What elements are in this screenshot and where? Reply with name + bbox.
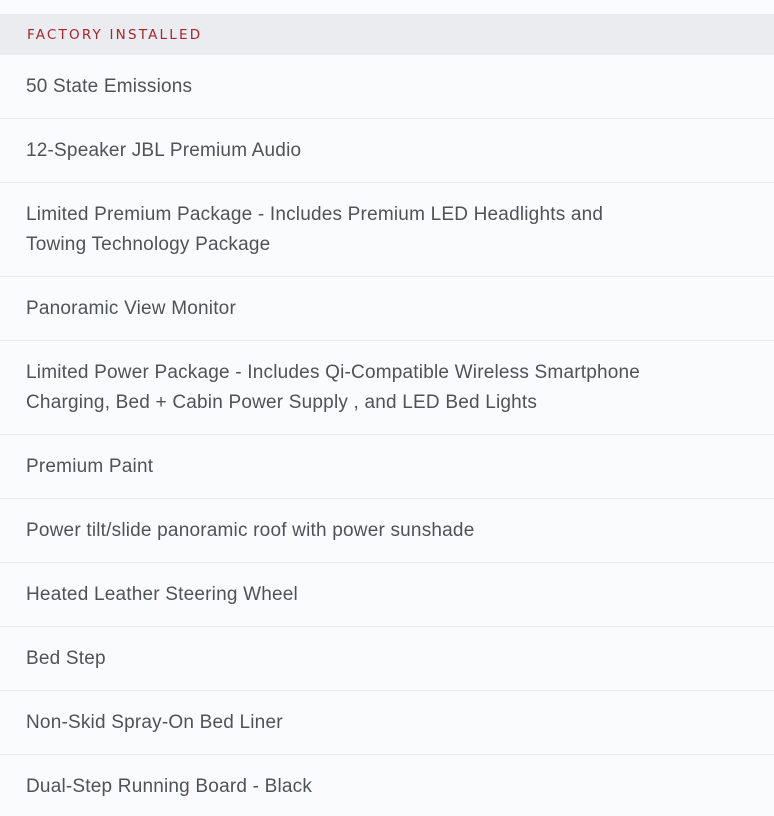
feature-list bbox=[0, 55, 774, 816]
feature-item-line: Power tilt/slide panoramic roof with power sunshade bbox=[26, 520, 475, 541]
feature-item-line: Dual-Step Running Board - Black bbox=[26, 776, 313, 797]
feature-item bbox=[0, 435, 774, 499]
feature-item bbox=[0, 691, 774, 755]
feature-item-line: Towing Technology Package bbox=[26, 234, 271, 255]
feature-item bbox=[0, 277, 774, 341]
feature-item bbox=[0, 627, 774, 691]
feature-item bbox=[0, 499, 774, 563]
feature-item-line: 50 State Emissions bbox=[26, 76, 193, 97]
feature-item bbox=[0, 119, 774, 183]
feature-item bbox=[0, 55, 774, 119]
feature-item bbox=[0, 563, 774, 627]
feature-item bbox=[0, 755, 774, 816]
feature-item-line: Limited Power Package - Includes Qi-Compatible Wireless Smartphone bbox=[26, 362, 641, 383]
feature-item-line: Panoramic View Monitor bbox=[26, 298, 236, 319]
feature-item-line: 12-Speaker JBL Premium Audio bbox=[26, 140, 302, 161]
section-header bbox=[0, 14, 774, 55]
feature-item-line: Charging, Bed + Cabin Power Supply , and LED Bed Lights bbox=[26, 392, 538, 413]
feature-item bbox=[0, 341, 774, 435]
feature-item bbox=[0, 183, 774, 277]
feature-item-line: Limited Premium Package - Includes Premium LED Headlights and bbox=[26, 204, 604, 225]
feature-item-line: Premium Paint bbox=[26, 456, 154, 477]
feature-item-line: Non-Skid Spray-On Bed Liner bbox=[26, 712, 283, 733]
feature-item-line: Heated Leather Steering Wheel bbox=[26, 584, 298, 605]
feature-item-line: Bed Step bbox=[26, 648, 106, 669]
section-header-label: FACTORY INSTALLED bbox=[27, 26, 203, 43]
